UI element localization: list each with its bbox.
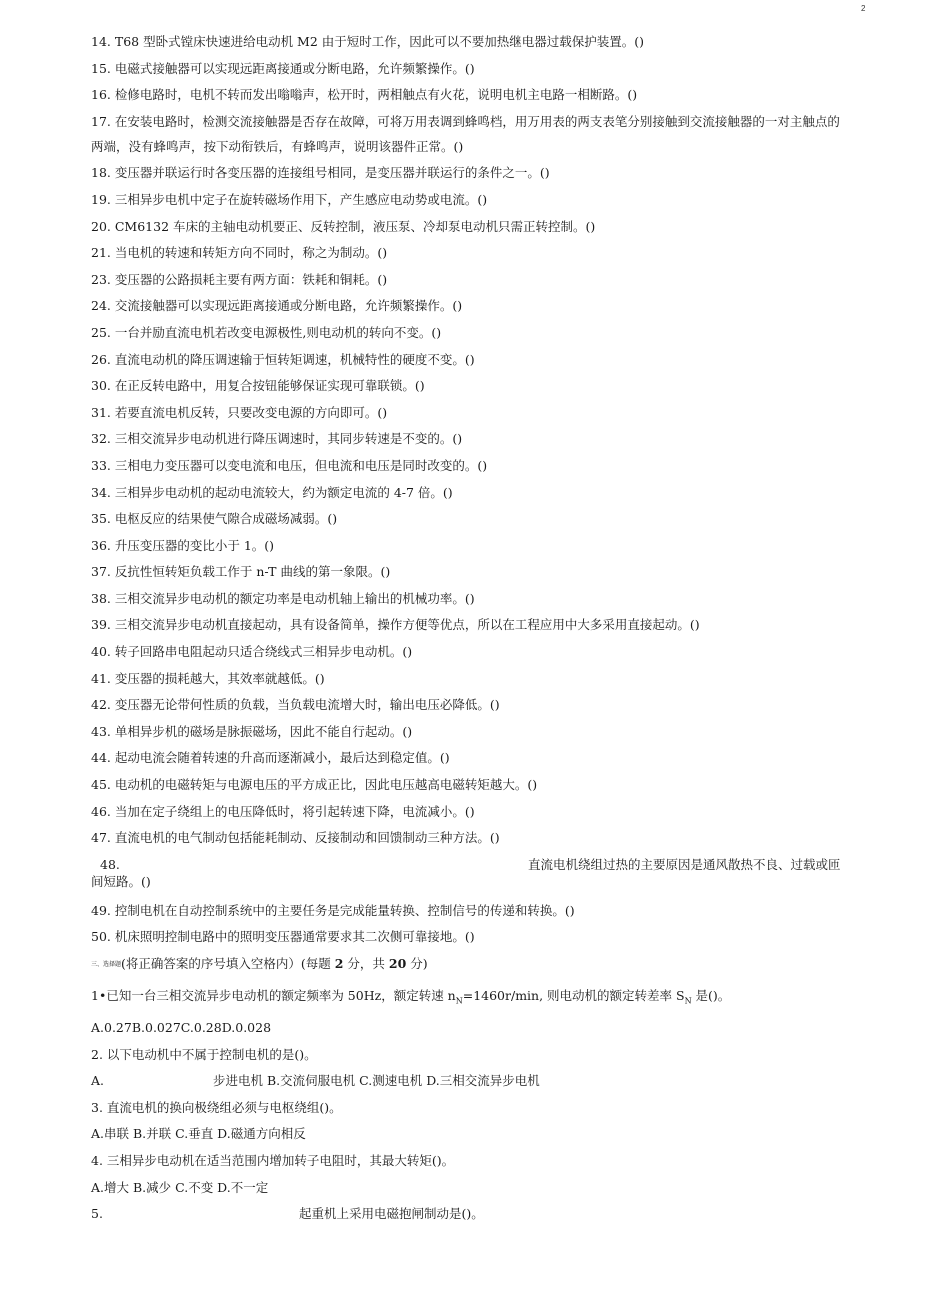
judgement-question: 两端，没有蜂鸣声，按下动衔铁后，有蜂鸣声，说明该器件正常。() (91, 138, 464, 154)
judgement-question: 18. 变压器并联运行时各变压器的连接组号相同，是变压器并联运行的条件之一。() (91, 165, 550, 181)
mc-question-1 (91, 987, 873, 1010)
mc-question-4-options: A.增大 B.减少 C.不变 D.不一定 (91, 1179, 269, 1195)
section-heading-text-b: 分，共 (343, 956, 389, 971)
section-heading-multiple-choice (91, 955, 873, 973)
question-48-text-part1: 直流电机绕组过热的主要原因是通风散热不良、过载或匝 (528, 856, 841, 872)
mc-question-5 (91, 1205, 873, 1222)
section-score-total: 20 (388, 956, 407, 971)
mc-question-3-options: A.串联 B.并联 C.垂直 D.磁通方向相反 (91, 1126, 306, 1142)
judgement-question: 38. 三相交流异步电动机的额定功率是电动机轴上输出的机械功率。() (91, 590, 475, 606)
judgement-question: 47. 直流电机的电气制动包括能耗制动、反接制动和回馈制动三种方法。() (91, 830, 500, 846)
judgement-question-list (91, 33, 873, 846)
judgement-question: 14. T68 型卧式镗床快速进给电动机 M2 由于短时工作，因此可以不要加热继电器过载保护装置。() (91, 34, 645, 49)
judgement-question: 43. 单相异步机的磁场是脉振磁场，因此不能自行起动。() (91, 723, 413, 739)
judgement-question: 31. 若要直流电机反转，只要改变电源的方向即可。() (91, 404, 388, 420)
mc-q1-prefix: 1•已知一台三相交流异步电动机的额定频率为 50Hz，额定转速 n (91, 988, 456, 1003)
question-48-text-part2: 间短路。() (91, 873, 151, 889)
mc-q1-mid: =1460r/min, 则电动机的额定转差率 S (462, 988, 685, 1003)
document-body (91, 33, 873, 1232)
mc-question-4: 4. 三相异步电动机在适当范围内增加转子电阻时，其最大转矩()。 (91, 1153, 455, 1169)
judgement-question: 35. 电枢反应的结果使气隙合成磁场减弱。() (91, 511, 338, 527)
judgement-question: 33. 三相电力变压器可以变电流和电压，但电流和电压是同时改变的。() (91, 457, 488, 473)
judgement-question: 30. 在正反转电路中，用复合按钮能够保证实现可靠联锁。() (91, 378, 425, 394)
mc-q2-options-text: 步进电机 B.交流伺服电机 C.测速电机 D.三相交流异步电机 (213, 1073, 540, 1089)
judgement-question: 49. 控制电机在自动控制系统中的主要任务是完成能量转换、控制信号的传递和转换。() (91, 902, 575, 918)
judgement-question: 45. 电动机的电磁转矩与电源电压的平方成正比，因此电压越高电磁转矩越大。() (91, 777, 538, 793)
judgement-question-tail (91, 902, 873, 946)
judgement-question: 50. 机床照明控制电路中的照明变压器通常要求其二次侧可靠接地。() (91, 929, 475, 945)
mc-question-2: 2. 以下电动机中不属于控制电机的是()。 (91, 1046, 317, 1062)
judgement-question: 36. 升压变压器的变比小于 1。() (91, 537, 275, 553)
judgement-question: 15. 电磁式接触器可以实现远距离接通或分断电路，允许频繁操作。() (91, 60, 475, 76)
judgement-question: 19. 三相异步电机中定子在旋转磁场作用下，产生感应电动势或电流。() (91, 191, 488, 207)
question-48 (91, 856, 873, 898)
judgement-question: 26. 直流电动机的降压调速输于恒转矩调速，机械特性的硬度不变。() (91, 351, 475, 367)
judgement-question: 41. 变压器的损耗越大，其效率就越低。() (91, 670, 325, 686)
section-heading-text-a: (将正确答案的序号填入空格内）(每题 (121, 956, 335, 971)
mc-question-2-options (91, 1072, 873, 1089)
judgement-question: 24. 交流接触器可以实现远距离接通或分断电路，允许频繁操作。() (91, 298, 463, 314)
judgement-question: 25. 一台并励直流电机若改变电源极性,则电动机的转向不变。() (91, 324, 442, 340)
judgement-question: 20. CM6132 车床的主轴电动机要正、反转控制，液压泵、冷却泵电动机只需正转控制。() (91, 218, 596, 234)
judgement-question: 40. 转子回路串电阻起动只适合绕线式三相异步电动机。() (91, 644, 413, 660)
section-heading-tiny-label: 三、选择题 (91, 961, 122, 968)
mc-q2-option-a-label: A. (91, 1073, 105, 1089)
section-heading-text-c: 分) (406, 956, 428, 971)
section-score-each: 2 (334, 956, 344, 971)
judgement-question: 42. 变压器无论带何性质的负载，当负载电流增大时，输出电压必降低。() (91, 697, 500, 713)
judgement-question: 37. 反抗性恒转矩负载工作于 n-T 曲线的第一象限。() (91, 564, 391, 580)
judgement-question: 46. 当加在定子绕组上的电压降低时，将引起转速下降，电流减小。() (91, 803, 475, 819)
judgement-question: 21. 当电机的转速和转矩方向不同时，称之为制动。() (91, 245, 388, 261)
question-48-number: 48. (100, 856, 120, 872)
judgement-question: 17. 在安装电路时，检测交流接触器是否存在故障，可将万用表调到蜂鸣档，用万用表的两支表笔分别接触到交流接触器的一对主触点的 (91, 113, 840, 129)
mc-q5-text: 起重机上采用电磁抱闸制动是()。 (298, 1206, 484, 1222)
mc-q1-subscript-n: N (455, 996, 463, 1006)
mc-q1-suffix: 是()。 (691, 988, 731, 1003)
mc-question-3: 3. 直流电机的换向极绕组必须与电枢绕组()。 (91, 1099, 342, 1115)
mc-q1-subscript-s: N (684, 996, 692, 1006)
mc-q5-number: 5. (91, 1206, 103, 1222)
judgement-question: 34. 三相异步电动机的起动电流较大，约为额定电流的 4-7 倍。() (91, 484, 453, 500)
judgement-question: 32. 三相交流异步电动机进行降压调速时，其同步转速是不变的。() (91, 431, 463, 447)
judgement-question: 44. 起动电流会随着转速的升高而逐渐减小，最后达到稳定值。() (91, 750, 450, 766)
judgement-question: 39. 三相交流异步电动机直接起动，具有设备简单，操作方便等优点，所以在工程应用中大多采用直接起动。() (91, 617, 700, 633)
page-number: 2 (861, 4, 866, 13)
mc-question-1-options: A.0.27B.0.027C.0.28D.0.028 (91, 1020, 272, 1036)
judgement-question: 16. 检修电路时，电机不转而发出嗡嗡声，松开时，两相触点有火花，说明电机主电路一相断路。() (91, 87, 638, 103)
judgement-question: 23. 变压器的公路损耗主要有两方面：铁耗和铜耗。() (91, 271, 388, 287)
